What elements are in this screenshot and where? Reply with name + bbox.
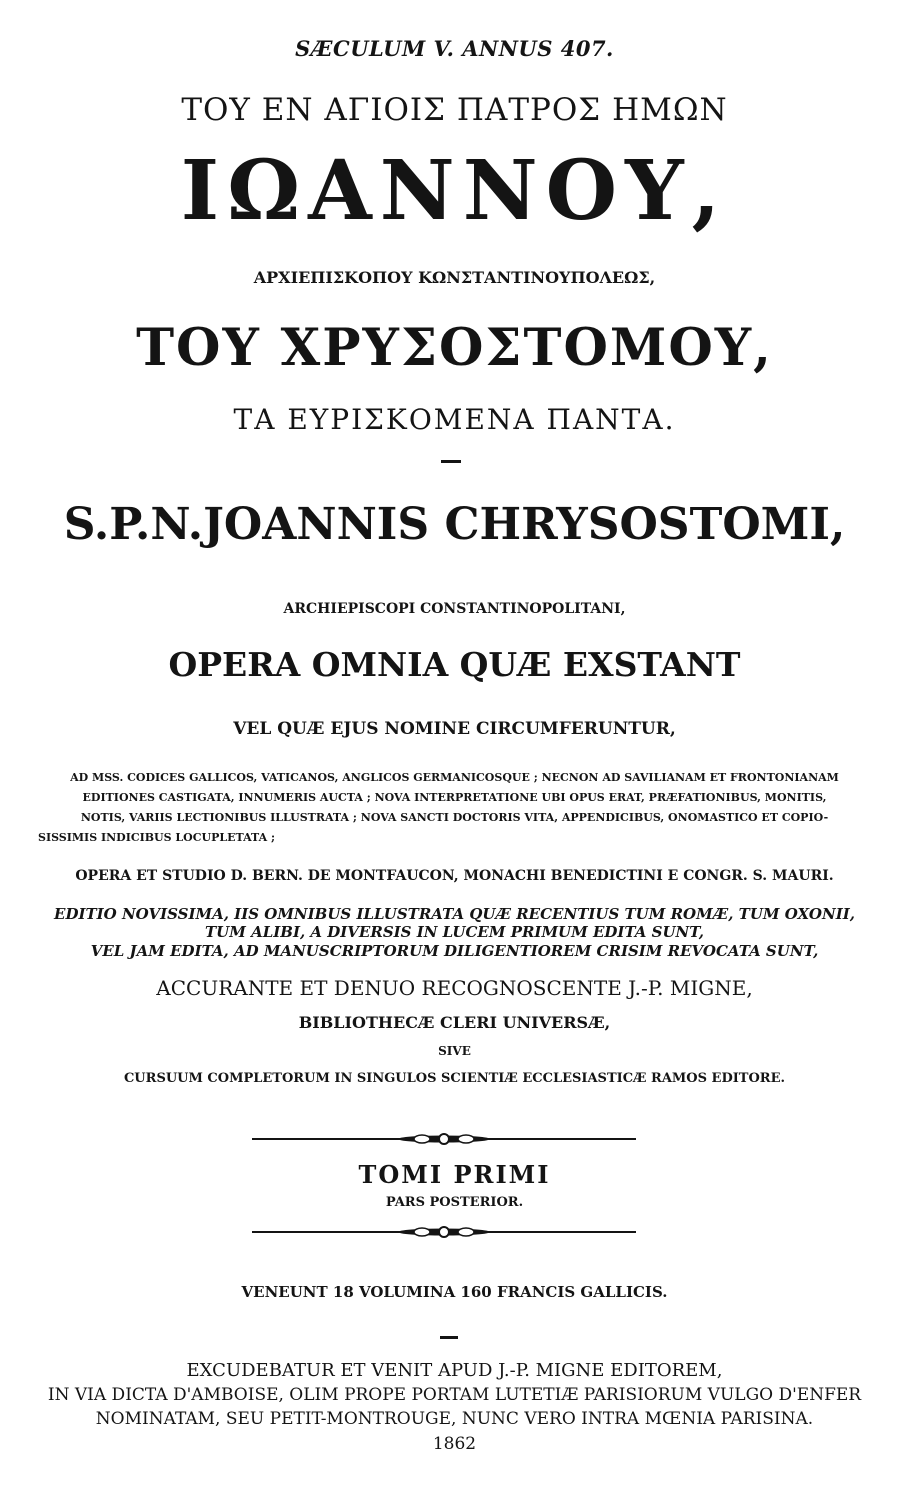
ad-mss-line-2: EDITIONES CASTIGATA, INNUMERIS AUCTA ; NOVA INTERPRETATIONE UBI OPUS ERAT, PRÆFATIONIBUS, MONITIS, (82, 791, 827, 804)
imprint-line-3: NOMINATAM, SEU PETIT-MONTROUGE, NUNC VERO INTRA MŒNIA PARISINA. (95, 1409, 814, 1429)
greek-works-line: ΤΑ ΕΥΡΙΣΚΟΜΕΝΑ ΠΑΝΤΑ. (233, 403, 676, 436)
ad-mss-line-4: SISSIMIS INDICIBUS LOCUPLETATA ; (38, 831, 276, 844)
ornamental-rule-bottom (252, 1224, 636, 1240)
latin-archbishop-line: ARCHIEPISCOPI CONSTANTINOPOLITANI, (283, 601, 626, 617)
greek-archbishop-line: ΑΡΧΙΕΠΙΣΚΟΠΟΥ ΚΩΝΣΤΑΝΤΙΝΟΥΠΟΛΕΩΣ, (253, 268, 656, 287)
imprint-line-2: IN VIA DICTA D'AMBOISE, OLIM PROPE PORTAM LUTETIÆ PARISIORUM VULGO D'ENFER (47, 1385, 862, 1405)
editio-line-2: TUM ALIBI, A DIVERSIS IN LUCEM PRIMUM EDITA SUNT, (205, 923, 704, 941)
ad-mss-line-1: AD MSS. CODICES GALLICOS, VATICANOS, ANGLICOS GERMANICOSQUE ; NECNON AD SAVILIANAM ET FRONTONIANAM (70, 771, 839, 784)
editio-line-1: EDITIO NOVISSIMA, IIS OMNIBUS ILLUSTRATA QUÆ RECENTIUS TUM ROMÆ, TUM OXONII, (54, 905, 855, 923)
price-line: VENEUNT 18 VOLUMINA 160 FRANCIS GALLICIS. (241, 1283, 668, 1301)
ornamental-rule-top (252, 1131, 636, 1147)
vel-quae-line: VEL QUÆ EJUS NOMINE CIRCUMFERUNTUR, (233, 719, 676, 739)
accurante-line: ACCURANTE ET DENUO RECOGNOSCENTE J.-P. MIGNE, (156, 976, 753, 1000)
latin-name-joannis: S.P.N.JOANNIS CHRYSOSTOMI, (63, 499, 846, 550)
sive-line: SIVE (438, 1044, 471, 1058)
opera-et-studio-line: OPERA ET STUDIO D. BERN. DE MONTFAUCON, MONACHI BENEDICTINI E CONGR. S. MAURI. (75, 868, 834, 884)
divider-dash-2 (440, 1336, 458, 1339)
tomi-primi-heading: TOMI PRIMI (358, 1160, 551, 1189)
imprint-year: 1862 (432, 1434, 477, 1454)
seculum-line: SÆCULUM V. ANNUS 407. (295, 36, 614, 61)
divider-dash (441, 460, 461, 463)
opera-omnia-line: OPERA OMNIA QUÆ EXSTANT (168, 645, 741, 684)
cursuum-line: CURSUUM COMPLETORUM IN SINGULOS SCIENTIÆ ECCLESIASTICÆ RAMOS EDITORE. (123, 1071, 786, 1086)
greek-surname-chrysostomou: ΤΟΥ ΧΡΥΣΟΣΤΟΜΟΥ, (136, 318, 773, 378)
ad-mss-line-3: NOTIS, VARIIS LECTIONIBUS ILLUSTRATA ; NOVA SANCTI DOCTORIS VITA, APPENDICIBUS, ONOMASTICO ET COPIO- (80, 811, 829, 824)
editio-line-3: VEL JAM EDITA, AD MANUSCRIPTORUM DILIGENTIOREM CRISIM REVOCATA SUNT, (90, 942, 819, 960)
greek-name-ioannou: ΙΩΑΝΝΟΥ, (180, 143, 729, 239)
greek-intro-line: ΤΟΥ ΕΝ ΑΓΙΟΙΣ ΠΑΤΡΟΣ ΗΜΩΝ (181, 92, 728, 128)
imprint-line-1: EXCUDEBATUR ET VENIT APUD J.-P. MIGNE EDITOREM, (186, 1360, 723, 1381)
bibliotheca-line: BIBLIOTHECÆ CLERI UNIVERSÆ, (298, 1013, 611, 1032)
pars-posterior-line: PARS POSTERIOR. (385, 1195, 524, 1210)
